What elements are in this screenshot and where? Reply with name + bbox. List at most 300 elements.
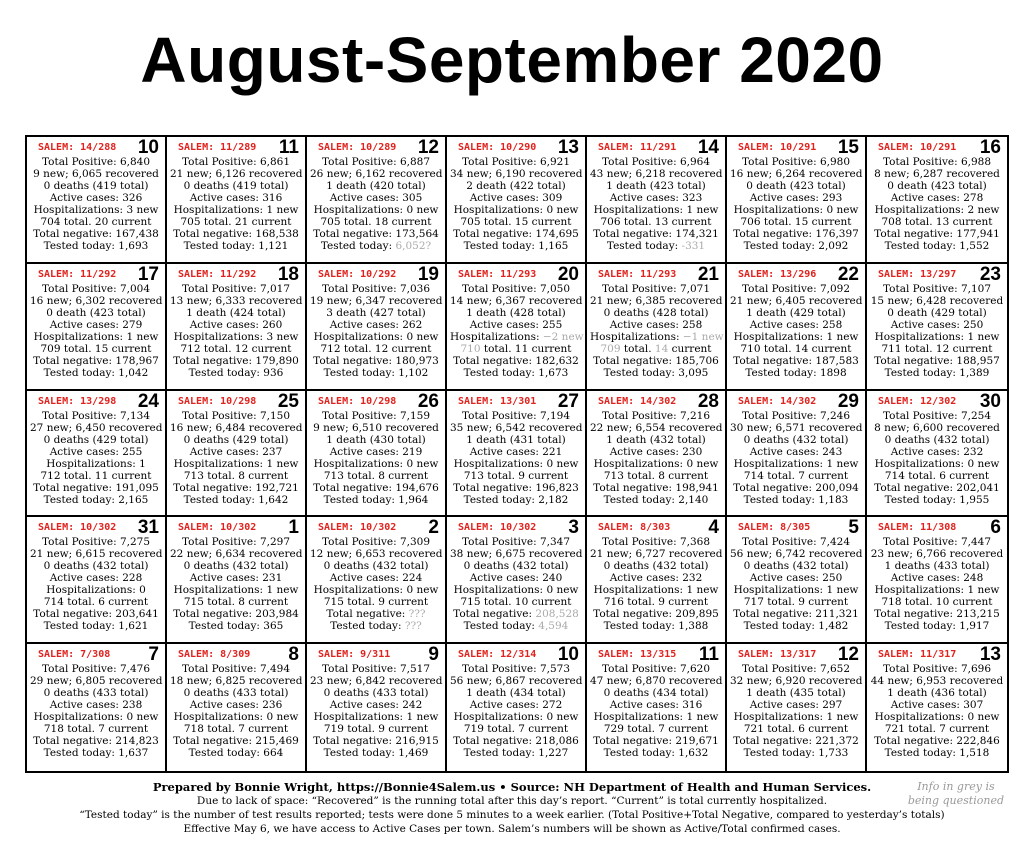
salem-active-total: SALEM: 8/303 [598,522,671,534]
footer-note-recovered: Due to lack of space: “Recovered” is the running total after this day’s report. “Current” is total currently hospitalized. [196,795,828,807]
stat-text: 0 death (423 total) [46,306,146,319]
stat-line [730,608,862,620]
stat-text: 712 total. 12 current [180,342,292,355]
stat-line [170,699,302,711]
stat-line [310,216,442,228]
stat-text: 30 new; 6,571 recovered [730,421,863,434]
stat-text: 19 new; 6,347 recovered [310,294,443,307]
stat-text: 1 death (434 total) [466,687,566,700]
stat-line [450,711,582,723]
stat-text: Active cases: 219 [329,445,423,458]
stat-text: Hospitalizations: 1 new [733,457,859,470]
day-cell-header [730,137,862,158]
stat-text: Active cases: 258 [749,318,843,331]
stat-text: Total Positive: 7,159 [321,409,431,422]
day-cell [447,264,587,391]
stat-line [450,687,582,699]
stat-line [730,699,862,711]
stat-line [730,560,862,572]
stat-text: Total Positive: 7,004 [41,282,151,295]
stat-text: Active cases: 248 [890,572,984,585]
stat-text: Tested today: [463,620,539,633]
stat-line [450,331,582,343]
stat-text: 1 death (429 total) [746,306,846,319]
stat-text: Tested today: 1,552 [884,240,990,252]
stat-text: Total negative: 216,915 [313,735,439,748]
salem-active-total: SALEM: 8/309 [178,649,251,661]
stat-text: Total negative: 176,397 [733,228,859,240]
day-cell [587,391,727,518]
stat-line [30,482,162,494]
day-cell-header [450,137,582,158]
stat-text: Active cases: 232 [609,572,703,585]
stat-line [170,584,302,596]
salem-active-total: SALEM: 9/311 [318,649,391,661]
stat-line [730,675,862,687]
day-cell [447,644,587,771]
stat-line [870,434,1004,446]
stat-text: Total Positive: 7,150 [181,409,291,422]
stat-line [30,711,162,723]
stat-line [450,228,582,240]
stat-line [590,560,722,572]
stat-line [170,711,302,723]
questioned-value: 14 [654,342,669,355]
day-cell [587,137,727,264]
stat-text: Hospitalizations: 0 new [453,584,579,597]
stat-line [310,620,442,632]
day-cell [307,264,447,391]
stat-line [870,560,1004,572]
stat-line [590,192,722,204]
stat-line [450,307,582,319]
stat-text: 16 new; 6,484 recovered [170,421,303,434]
stat-text: 1 death (435 total) [746,687,846,700]
stat-text: 1 death (430 total) [326,433,426,446]
stat-line [450,608,582,620]
stat-line [730,331,862,343]
day-number: 2 [428,517,439,539]
stat-line [450,446,582,458]
stat-text: Active cases: 272 [469,699,563,712]
stat-line [170,536,302,548]
stat-line [30,204,162,216]
stat-line [170,228,302,240]
stat-line [30,470,162,482]
day-number: 25 [277,390,299,412]
stat-line [30,240,162,252]
stat-text: Total Positive: 7,652 [741,663,851,676]
stat-line [450,572,582,584]
stat-line [590,572,722,584]
stat-line [730,422,862,434]
stat-line [870,470,1004,482]
salem-active-total: SALEM: 10/298 [318,395,397,407]
stat-line [30,307,162,319]
stat-text: Total negative: 180,973 [313,354,439,367]
stat-text: 716 total. 9 current [603,596,709,609]
stat-text: 715 total. 9 current [323,596,429,609]
stat-text: 718 total. 7 current [43,723,149,736]
stat-text: Tested today: 1,227 [463,747,569,760]
stat-line [730,168,862,180]
stat-line [170,446,302,458]
stat-line [310,422,442,434]
stat-line [170,747,302,759]
stat-text: 704 total. 20 current [40,216,152,228]
stat-text: Active cases: 255 [469,318,563,331]
stat-line [870,608,1004,620]
stat-line [870,687,1004,699]
stat-text: Tested today: 1,917 [884,620,990,633]
stat-text: Total negative: 214,823 [33,735,159,748]
salem-active-total: SALEM: 12/302 [878,395,957,407]
stat-text: 0 deaths (432 total) [323,560,429,573]
stat-line [30,434,162,446]
day-cell-header [170,263,302,285]
stat-text: 21 new; 6,615 recovered [30,548,163,561]
stat-text: 0 deaths (433 total) [183,687,289,700]
stat-text: 21 new; 6,126 recovered [170,168,303,180]
stat-text: Total Positive: 7,071 [601,282,711,295]
stat-text: Active cases: 238 [49,699,143,712]
day-cell-header [870,517,1004,539]
day-cell [587,517,727,644]
stat-line [310,482,442,494]
stat-text: Total negative: 174,695 [453,228,579,240]
day-number: 22 [837,263,859,285]
stat-text: 18 new; 6,825 recovered [170,675,303,688]
stat-text: 29 new; 6,805 recovered [30,675,163,688]
stat-text: Tested today: 1,518 [884,747,990,760]
stat-line [590,331,722,343]
salem-active-total: SALEM: 11/308 [878,522,957,534]
stat-line [170,608,302,620]
stat-text: Active cases: 278 [890,192,984,204]
stat-text: Total Positive: 7,194 [461,409,571,422]
day-number: 30 [979,390,1001,412]
stat-text: Tested today: 2,182 [463,493,569,506]
stat-line [590,699,722,711]
stat-line [730,228,862,240]
stat-line [450,699,582,711]
stat-line [590,168,722,180]
stat-text: 16 new; 6,302 recovered [30,294,163,307]
questioned-value: 710 [460,342,481,355]
stat-text: Total Positive: 6,887 [321,156,431,168]
day-number: 11 [698,644,719,666]
salem-active-total: SALEM: 14/288 [38,142,117,153]
salem-active-total: SALEM: 13/317 [738,649,817,661]
salem-active-total: SALEM: 10/302 [38,522,117,534]
stat-text: Total negative: 221,372 [733,735,859,748]
stat-text: Total Positive: 7,036 [321,282,431,295]
stat-line [730,434,862,446]
stat-line [450,560,582,572]
stat-line [310,307,442,319]
stat-text: Active cases: 316 [189,192,283,204]
stat-text: Hospitalizations: 0 new [453,711,579,724]
stat-text: Tested today: [320,240,396,252]
stat-text: 21 new; 6,727 recovered [590,548,723,561]
stat-line [870,228,1004,240]
stat-line [30,422,162,434]
day-cell-header [310,137,442,158]
stat-text: Hospitalizations: 1 new [33,330,159,343]
day-cell [727,644,867,771]
day-cell [307,644,447,771]
stat-line [870,295,1004,307]
stat-text: Hospitalizations: 1 [46,457,146,470]
stat-line [30,319,162,331]
stat-line [310,470,442,482]
stat-text: Tested today: 1,469 [323,747,429,760]
day-cell-header [450,644,582,666]
stat-line [590,216,722,228]
stat-text: Tested today: [606,240,682,252]
stat-text: Tested today: 365 [188,620,284,633]
stat-line [730,319,862,331]
salem-active-total: SALEM: 11/289 [178,142,257,153]
day-cell [867,644,1007,771]
questioned-value: 4,594 [538,620,569,633]
stat-line [170,319,302,331]
stat-line [870,596,1004,608]
stat-text: Active cases: 242 [329,699,423,712]
stat-text: Total negative: 215,469 [173,735,299,748]
stat-line [590,240,722,252]
stat-text: 0 deaths (432 total) [43,560,149,573]
stat-text: Active cases: 255 [49,445,143,458]
stat-text: Hospitalizations: 0 new [453,457,579,470]
stat-text: Total negative: 182,632 [453,354,579,367]
stat-text: 13 new; 6,333 recovered [170,294,303,307]
stat-line [310,675,442,687]
day-number: 10 [137,137,159,158]
day-number: 10 [557,644,579,666]
stat-line [870,536,1004,548]
calendar-grid [25,135,1009,773]
day-number: 13 [557,137,579,158]
stat-line [590,735,722,747]
stat-text: Active cases: 231 [189,572,283,585]
stat-text: 22 new; 6,634 recovered [170,548,303,561]
stat-line [590,723,722,735]
stat-text: 15 new; 6,428 recovered [870,294,1004,307]
stat-line [870,446,1004,458]
stat-text: Hospitalizations: 0 [46,584,146,597]
stat-text: Hospitalizations: 1 new [313,711,439,724]
stat-line [310,434,442,446]
stat-text: Hospitalizations: 0 new [313,204,439,216]
stat-line [30,608,162,620]
stat-line [170,343,302,355]
stat-text: Active cases: 243 [749,445,843,458]
footer-note-tested: “Tested today” is the number of test results reported; tests were done 5 minutes to a week earlier. (Total Positive+Total Negative, compared to yesterday’s totals) [79,809,945,821]
stat-text: 9 new; 6,065 recovered [33,168,159,180]
stat-line [590,319,722,331]
stat-text: 705 total. 15 current [460,216,572,228]
stat-line [590,295,722,307]
day-number: 29 [837,390,859,412]
stat-line [590,747,722,759]
stat-line [730,355,862,367]
stat-text: Total Positive: 7,517 [321,663,431,676]
grey-info-note-line: being questioned [907,794,1004,807]
stat-text: Total Positive: 6,861 [181,156,291,168]
stat-line [590,307,722,319]
stat-line [450,355,582,367]
day-cell [27,137,167,264]
stat-text: Hospitalizations: 1 new [593,204,719,216]
questioned-value: 709 [600,342,621,355]
stat-text: Total negative: 187,583 [733,354,859,367]
stat-line [310,584,442,596]
stat-line [870,355,1004,367]
stat-line [170,663,302,675]
stat-text: 0 death (429 total) [887,306,987,319]
day-number: 16 [979,137,1001,158]
stat-line [170,295,302,307]
stat-text: Tested today: 3,095 [603,366,709,379]
stat-text: Total negative: 174,321 [593,228,719,240]
stat-line [590,367,722,379]
day-cell [447,517,587,644]
stat-line [590,422,722,434]
day-number: 8 [288,644,299,666]
stat-line [310,192,442,204]
stat-line [730,723,862,735]
day-number: 21 [697,263,719,285]
day-cell [27,391,167,518]
stat-line [450,482,582,494]
stat-line [310,735,442,747]
stat-line [450,548,582,560]
salem-active-total: SALEM: 13/296 [738,268,817,280]
stat-line [30,572,162,584]
day-cell [447,391,587,518]
stat-line [310,572,442,584]
day-cell-header [310,263,442,285]
stat-text: Total negative: 194,676 [313,481,439,494]
questioned-value: −1 new [682,330,724,343]
day-cell [867,137,1007,264]
questioned-value: -331 [681,240,706,252]
stat-line [590,180,722,192]
stat-text: 706 total. 15 current [740,216,852,228]
day-cell [307,137,447,264]
stat-text: Total Positive: 6,840 [41,156,151,168]
day-cell-header [590,390,722,412]
stat-line [590,434,722,446]
stat-line [590,687,722,699]
stat-line [30,560,162,572]
stat-line [310,560,442,572]
stat-text: Hospitalizations: 1 new [874,330,1000,343]
stat-line [590,608,722,620]
stat-line [730,596,862,608]
day-number: 14 [697,137,719,158]
stat-line [450,735,582,747]
stat-text: 712 total. 11 current [40,469,152,482]
footer-note-active: Effective May 6, we have access to Active Cases per town. Salem’s numbers will be shown as Active/Total confirmed cases. [183,823,841,835]
stat-line [170,596,302,608]
day-number: 24 [137,390,159,412]
stat-text: 23 new; 6,842 recovered [310,675,443,688]
day-cell-header [450,390,582,412]
stat-text: 0 deaths (432 total) [183,560,289,573]
stat-line [730,687,862,699]
stat-line [870,458,1004,470]
day-cell-header [590,644,722,666]
salem-active-total: SALEM: 10/292 [318,268,397,280]
stat-text: Total negative: 168,538 [173,228,299,240]
salem-active-total: SALEM: 7/308 [38,649,111,661]
salem-active-total: SALEM: 11/291 [598,142,677,153]
stat-text: 719 total. 9 current [323,723,429,736]
day-cell [867,391,1007,518]
stat-text: Total Positive: 6,988 [882,156,992,168]
day-number: 23 [979,263,1001,285]
stat-line [730,711,862,723]
stat-text: Total negative: 222,846 [874,735,1000,748]
stat-line [170,572,302,584]
stat-line [170,482,302,494]
stat-text: Total Positive: 7,494 [181,663,291,676]
stat-text: 714 total. 6 current [884,469,990,482]
stat-text: 0 deaths (428 total) [603,306,709,319]
stat-line [590,204,722,216]
stat-line [730,482,862,494]
stat-text: 0 deaths (429 total) [183,433,289,446]
stat-line [310,228,442,240]
stat-text: Total negative: 203,641 [33,608,159,621]
stat-line [30,331,162,343]
stat-line [30,216,162,228]
stat-text: Active cases: 297 [749,699,843,712]
questioned-value: ??? [408,608,426,621]
questioned-value: 6,052? [395,240,432,252]
stat-line [450,596,582,608]
stat-line [870,422,1004,434]
stat-text: 3 death (427 total) [326,306,426,319]
stat-line [870,240,1004,252]
stat-text: Total negative: 179,890 [173,354,299,367]
stat-line [870,584,1004,596]
stat-text: 721 total. 6 current [743,723,849,736]
stat-line [450,192,582,204]
stat-line [30,367,162,379]
stat-line [450,343,582,355]
stat-text: Total negative: 188,957 [874,354,1000,367]
stat-line [450,494,582,506]
stat-line [170,180,302,192]
day-cell-header [30,644,162,666]
stat-text: Hospitalizations: 1 new [733,711,859,724]
stat-line [450,216,582,228]
day-cell [167,517,307,644]
stat-text: Tested today: 1,183 [743,493,849,506]
stat-line [590,458,722,470]
salem-active-total: SALEM: 10/302 [178,522,257,534]
day-number: 31 [137,517,159,539]
day-cell-header [730,263,862,285]
stat-text: Total Positive: 6,980 [741,156,851,168]
stat-line [870,620,1004,632]
stat-text: 713 total. 8 current [603,469,709,482]
stat-line [730,295,862,307]
salem-active-total: SALEM: 11/293 [598,268,677,280]
